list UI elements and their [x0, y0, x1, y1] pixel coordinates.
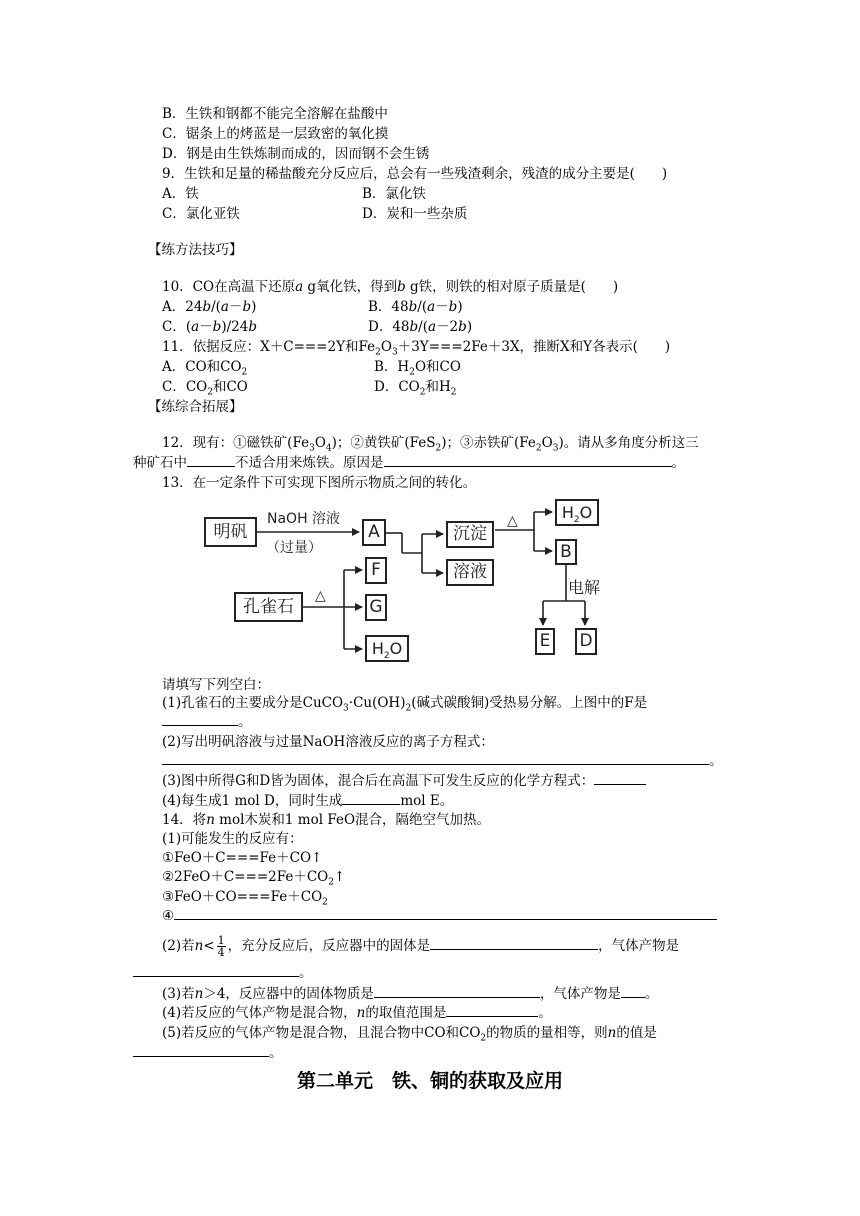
q13-part2-answer: 。 — [162, 752, 723, 770]
q10-stem: 10．CO在高温下还原a g氧化铁，得到b g铁，则铁的相对原子质量是( ) — [162, 279, 619, 295]
q9-option-a: A．铁 — [162, 186, 199, 202]
q14-blank-solid[interactable] — [430, 937, 598, 950]
q13-part1: (1)孔雀石的主要成分是$CuCO_3\cdot Cu(OH)_2$(碱式碳酸铜)受热易分解。上图中的F是 — [162, 695, 648, 714]
reaction-1: ①FeO＋C===Fe＋CO↑ — [162, 850, 323, 866]
q9-option-c: C．氯化亚铁 — [162, 206, 240, 222]
q11-option-b: B．$H_2O$和CO — [374, 359, 461, 378]
fraction-one-quarter: $\frac{1}{4}$ — [217, 934, 225, 959]
q14-blank-gas[interactable] — [133, 964, 299, 977]
q14-blank-solid-3[interactable] — [374, 985, 540, 998]
label-naoh-solution: NaOH 溶液 — [267, 511, 341, 527]
q11-option-a: A．CO和$CO_2$ — [162, 359, 248, 378]
q14-blank-reaction-4[interactable] — [174, 907, 717, 920]
q14-stem: 14．将n mol木炭和1 mol FeO混合，隔绝空气加热。 — [162, 812, 491, 828]
q9-option-b: B．氯化铁 — [362, 186, 426, 202]
box-f: F — [365, 557, 387, 584]
q8-option-b: B．生铁和钢都不能完全溶解在盐酸中 — [162, 106, 388, 122]
q13-part2: (2)写出明矾溶液与过量NaOH溶液反应的离子方程式： — [162, 734, 494, 750]
box-mingfan: 明矾 — [204, 517, 257, 547]
q14-part5: (5)若反应的气体产物是混合物，且混合物中CO和$CO_2$的物质的量相等，则n的值是 — [162, 1025, 657, 1044]
section-comprehensive: 【练综合拓展】 — [148, 399, 243, 415]
q13-blank-f[interactable] — [162, 713, 238, 726]
box-water-bottom: $H_2O$ — [365, 635, 409, 662]
q12-blank-ore[interactable] — [187, 454, 235, 467]
q14-part5-answer: 。 — [133, 1044, 283, 1062]
box-water-top: $H_2O$ — [555, 499, 599, 526]
box-g: G — [365, 594, 387, 621]
q13-stem: 13．在一定条件下可实现下图所示物质之间的转化。 — [162, 475, 477, 491]
box-precipitate: 沉淀 — [446, 521, 494, 548]
q13-instructions: 请填写下列空白： — [162, 677, 270, 693]
q12-line1: 12．现有：①磁铁矿$(Fe_3O_4)$；②黄铁矿(FeS$_2$)；③赤铁矿$(Fe_2O_3)$。请从多角度分析这三 — [162, 435, 699, 454]
q14-part2: (2)若n< $\frac{1}{4}$ ，充分反应后，反应器中的固体是 ，气体产物是 — [162, 934, 680, 959]
label-electrolysis: 电解 — [568, 578, 601, 597]
reaction-2: $②2FeO+C===2Fe+CO_2↑$ — [162, 869, 346, 888]
box-b: B — [555, 539, 577, 565]
q14-part1: (1)可能发生的反应有： — [162, 831, 303, 847]
q11-stem: 11．依据反应：X＋C===2Y和$Fe_2O_3+3Y===2Fe+3X$，推断X和Y各表示( ) — [162, 339, 671, 358]
label-heat-1: △ — [507, 513, 518, 529]
q14-blank-gas-3[interactable] — [621, 985, 645, 998]
q10-option-c: C．(a－b)/24b — [162, 319, 257, 335]
q11-option-c: C．$CO_2$和CO — [162, 379, 248, 398]
q14-part4: (4)若反应的气体产物是混合物，n的取值范围是 。 — [162, 1005, 552, 1021]
reaction-4: ④ — [162, 907, 717, 925]
box-e: E — [535, 628, 555, 655]
q13-part1-answer: 。 — [162, 713, 252, 731]
q13-blank-mol-e[interactable] — [342, 792, 400, 805]
q13-part4: (4)每生成1 mol D，同时生成 mol E。 — [162, 793, 454, 809]
reaction-3: $③FeO+CO===Fe+CO_2$ — [162, 889, 328, 908]
q9-stem: 9．生铁和足量的稀盐酸充分反应后，总会有一些残渣剩余，残渣的成分主要是( ) — [162, 166, 668, 182]
label-heat-2: △ — [315, 588, 326, 604]
q8-option-d: D．钢是由生铁炼制而成的，因而钢不会生锈 — [162, 146, 430, 162]
box-malachite: 孔雀石 — [234, 592, 303, 622]
box-a: A — [362, 519, 386, 546]
box-d: D — [575, 628, 597, 655]
box-solution: 溶液 — [446, 559, 494, 586]
q14-blank-n-value[interactable] — [133, 1044, 269, 1057]
q10-option-a: A．24b/(a－b) — [162, 299, 257, 315]
q13-blank-ionic-equation[interactable] — [162, 752, 709, 765]
q14-part2-answer: 。 — [133, 964, 313, 982]
q8-option-c: C．锯条上的烤蓝是一层致密的氧化摸 — [162, 126, 389, 142]
q13-part3: (3)图中所得G和D皆为固体，混合后在高温下可发生反应的化学方程式： — [162, 772, 646, 790]
q13-blank-equation[interactable] — [594, 772, 646, 785]
q10-option-d: D．48b/(a－2b) — [368, 319, 473, 335]
q14-part3: (3)若n＞4，反应器中的固体物质是 ，气体产物是 。 — [162, 986, 659, 1002]
label-excess: （过量） — [266, 540, 322, 556]
q12-blank-reason[interactable] — [384, 454, 672, 467]
q12-line2: 种矿石中 不适合用来炼铁。原因是 。 — [133, 455, 685, 471]
q11-option-d: D．$CO_2$和$H_2$ — [374, 379, 457, 398]
q9-option-d: D．炭和一些杂质 — [362, 206, 468, 222]
q14-blank-range[interactable] — [446, 1004, 538, 1017]
section-method-skills: 【练方法技巧】 — [148, 242, 243, 258]
q10-option-b: B．48b/(a－b) — [368, 299, 463, 315]
unit-heading: 第二单元 铁、铜的获取及应用 — [296, 1070, 563, 1092]
